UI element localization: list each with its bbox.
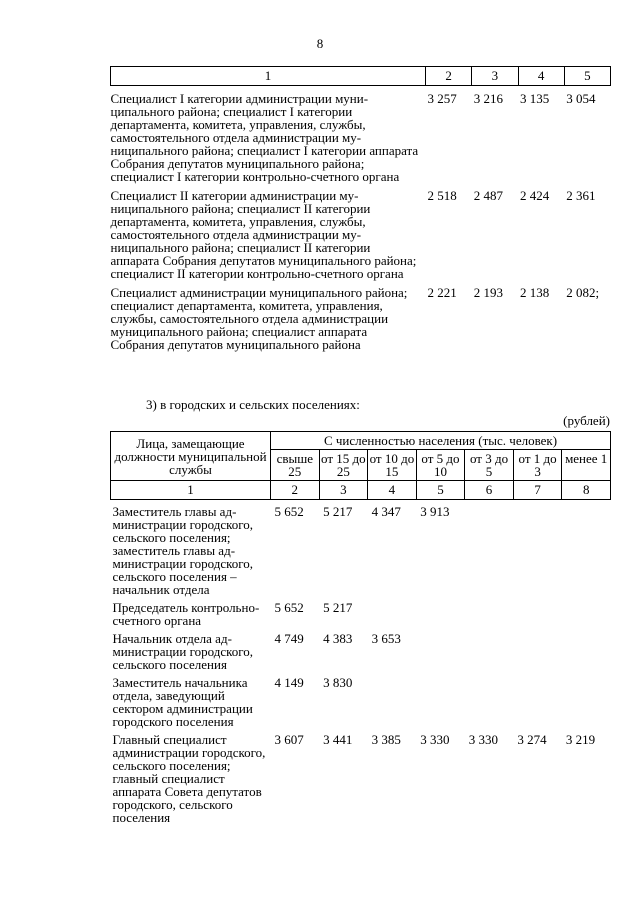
salary-value: 3 607 [274, 732, 304, 747]
salary-value: 2 424 [520, 188, 550, 203]
column-number: 2 [271, 481, 320, 500]
salary-value: 2 138 [520, 285, 550, 300]
population-range: от 15 до 25 [321, 451, 366, 479]
position-label: Специалист администрации муниципального района; специалист департамента, комитета, управления, службы, самостоятельного отдела администрации муниципального района; специалист аппарата Собрания депутатов муниципального района [110, 285, 408, 352]
salary-value: 5 652 [274, 504, 304, 519]
salary-value [465, 671, 514, 728]
position-label: Председатель контрольно-счетного органа [112, 600, 260, 628]
salary-value: 3 219 [565, 732, 596, 747]
salary-value [513, 596, 562, 627]
salary-value [562, 671, 611, 728]
table-row [111, 183, 611, 280]
salary-value [368, 671, 417, 728]
salary-value: 4 749 [274, 631, 304, 646]
salary-value [416, 627, 465, 671]
salary-value [513, 671, 562, 728]
column-number: 4 [368, 481, 417, 500]
column-number: 6 [465, 481, 514, 500]
salary-value [562, 596, 611, 627]
salary-value: 5 217 [323, 600, 353, 615]
table-row [111, 671, 611, 728]
salary-value [513, 500, 562, 597]
salary-value [465, 500, 514, 597]
salary-value: 3 257 [427, 91, 457, 106]
population-range: свыше 25 [271, 450, 320, 481]
page-number: 8 [316, 36, 324, 51]
population-range: от 3 до 5 [465, 450, 514, 481]
column-number: 5 [416, 481, 465, 500]
column-number: 1 [111, 481, 271, 500]
salary-value: 4 347 [371, 504, 401, 519]
salary-table-settlements [110, 431, 611, 824]
salary-value: 3 653 [371, 631, 401, 646]
table-row [111, 500, 611, 597]
salary-value: 3 441 [323, 732, 353, 747]
salary-value [562, 627, 611, 671]
salary-value [562, 500, 611, 597]
position-label: Специалист I категории администрации муниципального района; специалист I категории департамента, комитета, управления, службы, самостоятельного отдела администрации муниципального района; специалист I категории аппарата Собрания депутатов муниципального района; специалист I категории контрольно-счетного органа [110, 91, 419, 184]
unit-label: (рублей) [563, 413, 610, 428]
salary-value: 4 383 [323, 631, 353, 646]
population-range: от 10 до 15 [369, 451, 415, 479]
position-label: Начальник отдела администрации городского, сельского поселения [112, 631, 254, 672]
table-row [111, 627, 611, 671]
position-label: Специалист II категории администрации муниципального района; специалист II категории департамента, комитета, управления, службы, самостоятельного отдела администрации муниципального района; специалист II категории аппарата Собрания депутатов муниципального района; специалист II категории контрольно-счетного органа [110, 188, 417, 281]
table-row [111, 596, 611, 627]
salary-value: 5 217 [323, 504, 353, 519]
column-number: 7 [513, 481, 562, 500]
salary-value: 3 135 [520, 91, 550, 106]
salary-value: 3 216 [473, 91, 503, 106]
salary-value [416, 596, 465, 627]
salary-value: 2 221 [427, 285, 457, 300]
salary-value: 2 487 [473, 188, 503, 203]
salary-value: 2 082; [566, 285, 600, 300]
column-number: 3 [319, 481, 368, 500]
table-row [111, 728, 611, 824]
salary-value: 3 330 [420, 732, 450, 747]
population-range: от 5 до 10 [416, 450, 465, 481]
salary-value [465, 596, 514, 627]
table-row [111, 86, 611, 184]
salary-value [416, 671, 465, 728]
table-header-row [111, 67, 611, 86]
header-cell: 2 [426, 67, 472, 86]
position-label: Заместитель начальника отдела, заведующий сектором администрации городского поселения [112, 675, 253, 729]
salary-value: 3 830 [323, 675, 353, 690]
salary-value: 5 652 [274, 600, 304, 615]
salary-value: 3 274 [517, 732, 547, 747]
table-row [111, 280, 611, 351]
section-intro: 3) в городских и сельских поселениях: [146, 397, 360, 412]
population-range: от 1 до 3 [513, 450, 562, 481]
salary-value: 3 385 [371, 732, 401, 747]
header-cell: 5 [564, 67, 610, 86]
population-range: менее 1 [562, 450, 611, 481]
salary-value: 2 193 [473, 285, 503, 300]
salary-table-municipal-district [110, 66, 611, 351]
salary-value: 4 149 [274, 675, 304, 690]
salary-value: 2 518 [427, 188, 457, 203]
column-number: 8 [562, 481, 611, 500]
salary-value [513, 627, 562, 671]
column-number-row [111, 481, 611, 500]
header-cell: 1 [111, 67, 426, 86]
salary-value [465, 627, 514, 671]
salary-value: 3 913 [420, 504, 450, 519]
header-cell: 4 [518, 67, 564, 86]
salary-value [368, 596, 417, 627]
header-cell: 3 [472, 67, 518, 86]
position-label: Заместитель главы администрации городского, сельского поселения; заместитель главы администрации городского, сельского поселения – начальник отдела [112, 504, 254, 597]
salary-value: 3 330 [468, 732, 498, 747]
header-positions: Лица, замещающие должности муниципальной службы [111, 432, 271, 481]
position-label: Главный специалист администрации городского, сельского поселения; главный специалист аппарата Совета депутатов городского, сельского поселения [112, 732, 266, 825]
salary-value: 2 361 [566, 188, 596, 203]
table-header-row [111, 432, 611, 450]
salary-value: 3 054 [566, 91, 596, 106]
header-population: С численностью населения (тыс. человек) [271, 432, 611, 450]
